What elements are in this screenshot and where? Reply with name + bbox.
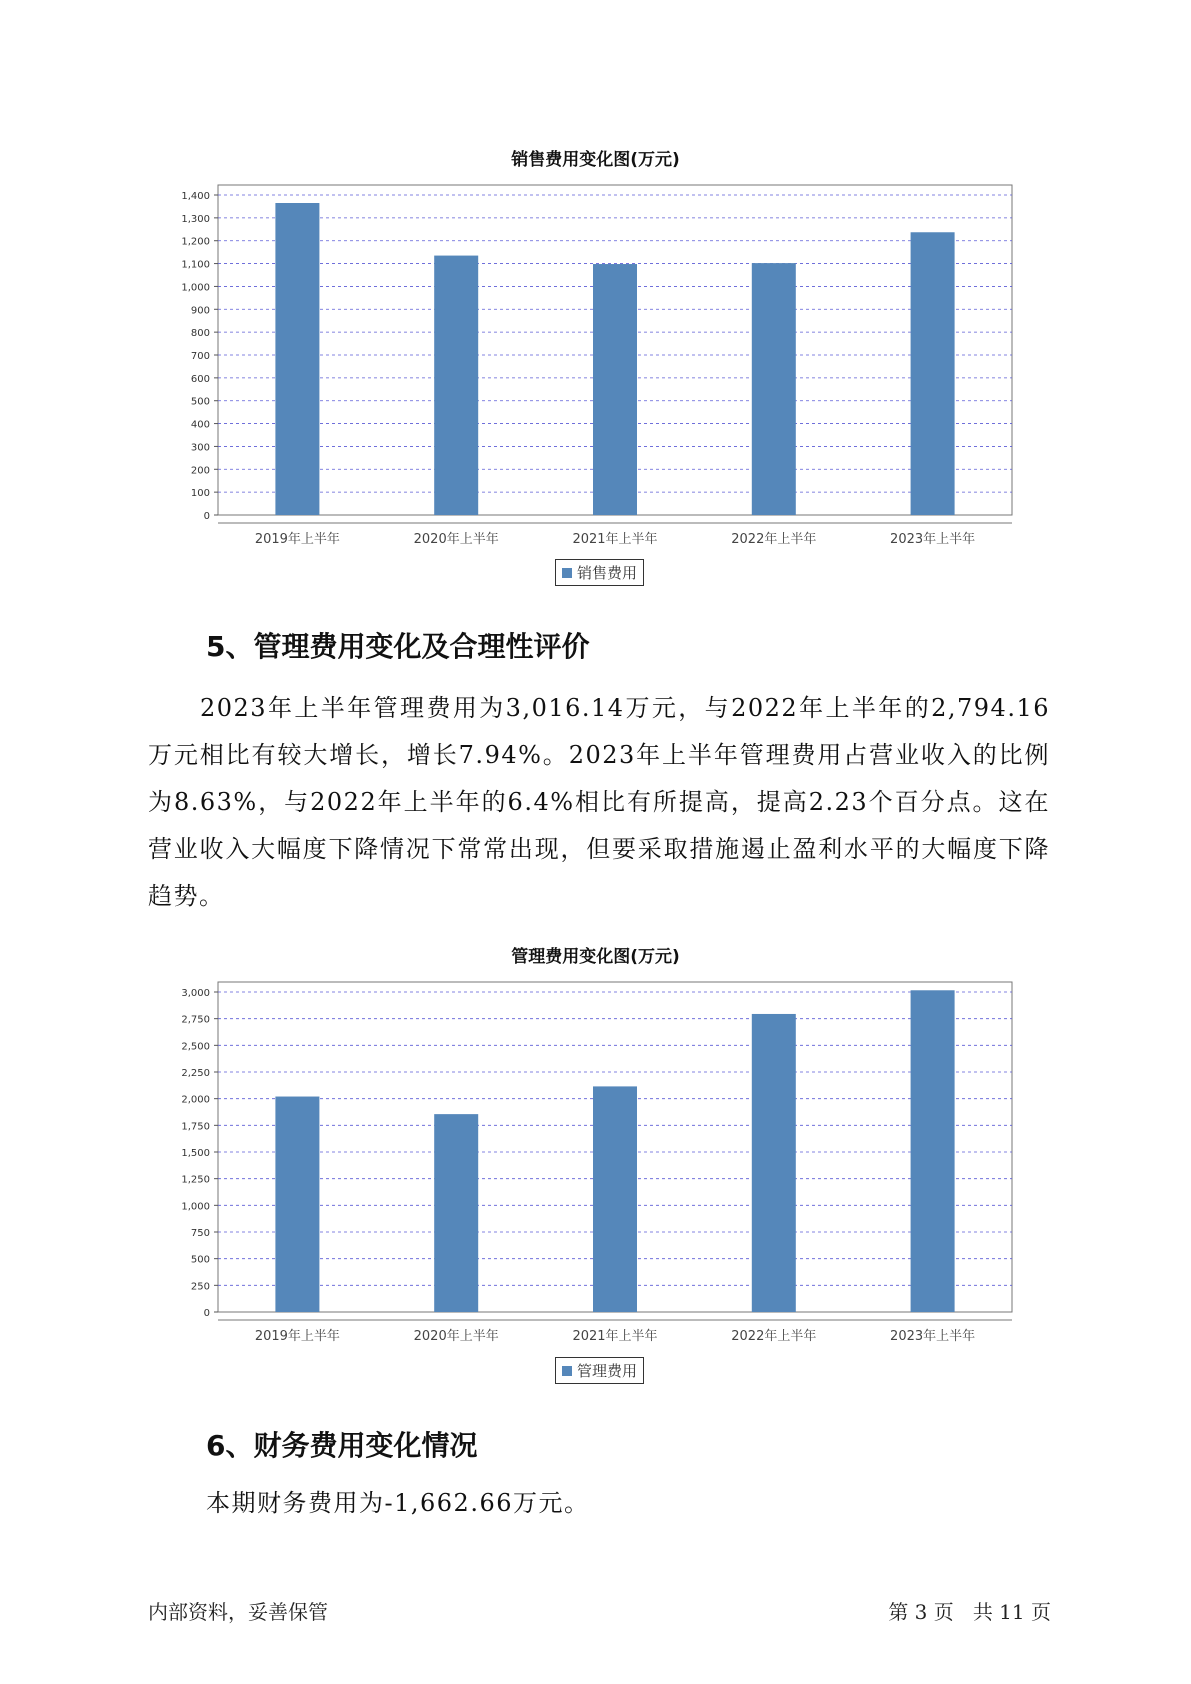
y-tick-label: 800 xyxy=(190,328,210,340)
mgmt-legend-label: 管理费用 xyxy=(577,1362,638,1380)
footer-page-number: 第 3 页 共 11 页 xyxy=(888,1600,1051,1624)
y-tick-label: 100 xyxy=(190,488,210,500)
y-tick-label: 1,100 xyxy=(181,259,210,271)
y-tick-label: 1,400 xyxy=(181,191,210,202)
y-tick-label: 900 xyxy=(190,305,210,317)
y-tick-label: 1,300 xyxy=(181,213,210,225)
x-tick-label: 2021年上半年 xyxy=(572,532,658,545)
y-tick-label: 750 xyxy=(190,1228,210,1239)
bar-4 xyxy=(752,1014,796,1312)
section-5-paragraph: 2023年上半年管理费用为3,016.14万元，与2022年上半年的2,794.16万元相比有较大增长，增长7.94%。2023年上半年管理费用占营业收入的比例为8.63%，与2022年上半年的6.4%相比有所提高，提高2.23个百分点。这在营业收入大幅度下降情况下常常出现，但要采取措施遏止盈利水平的大幅度下降趋势。 xyxy=(148,694,1050,910)
x-tick-label: 2023年上半年 xyxy=(890,532,976,545)
y-tick-label: 250 xyxy=(190,1281,210,1293)
bar-5 xyxy=(911,232,955,515)
section-6-paragraph: 本期财务费用为-1,662.66万元。 xyxy=(206,1489,590,1517)
x-tick-label: 2021年上半年 xyxy=(572,1329,658,1342)
mgmt-chart-title: 管理费用变化图(万元) xyxy=(511,947,680,967)
x-tick-label: 2019年上半年 xyxy=(254,532,340,545)
sales-chart-title: 销售费用变化图(万元) xyxy=(511,150,680,170)
legend-swatch-icon xyxy=(562,1366,572,1376)
y-tick-label: 600 xyxy=(190,373,210,385)
sales-chart-legend xyxy=(555,559,644,586)
y-tick-label: 0 xyxy=(203,511,210,522)
x-tick-label: 2023年上半年 xyxy=(890,1329,976,1342)
x-tick-label: 2020年上半年 xyxy=(413,1329,499,1342)
bar-1 xyxy=(275,203,319,515)
bar-1 xyxy=(275,1097,319,1312)
sales-legend-label: 销售费用 xyxy=(577,564,638,582)
y-tick-label: 1,750 xyxy=(181,1121,210,1133)
x-tick-label: 2022年上半年 xyxy=(731,1329,817,1342)
y-tick-label: 500 xyxy=(190,1254,210,1266)
footer-confidential-note: 内部资料，妥善保管 xyxy=(148,1600,328,1624)
management-expense-chart xyxy=(0,962,1191,1342)
bar-3 xyxy=(593,264,637,515)
x-tick-label: 2022年上半年 xyxy=(731,532,817,545)
y-tick-label: 1,200 xyxy=(181,236,210,248)
x-tick-label: 2019年上半年 xyxy=(254,1329,340,1342)
sales-expense-chart xyxy=(0,165,1191,545)
y-tick-label: 1,000 xyxy=(181,1201,210,1213)
legend-swatch-icon xyxy=(562,568,572,578)
y-tick-label: 500 xyxy=(190,396,210,408)
bar-3 xyxy=(593,1086,637,1312)
section-5-heading: 5、管理费用变化及合理性评价 xyxy=(206,630,590,663)
y-tick-label: 700 xyxy=(190,351,210,362)
y-tick-label: 400 xyxy=(190,419,210,431)
bar-5 xyxy=(911,990,955,1312)
bar-2 xyxy=(434,256,478,515)
y-tick-label: 2,750 xyxy=(181,1014,210,1026)
bar-4 xyxy=(752,263,796,515)
bar-2 xyxy=(434,1114,478,1312)
y-tick-label: 200 xyxy=(190,465,210,477)
y-tick-label: 2,250 xyxy=(181,1068,210,1079)
y-tick-label: 1,000 xyxy=(181,282,210,294)
y-tick-label: 2,500 xyxy=(181,1041,210,1053)
mgmt-chart-legend xyxy=(555,1357,644,1384)
y-tick-label: 1,250 xyxy=(181,1174,210,1186)
y-tick-label: 300 xyxy=(190,442,210,454)
y-tick-label: 1,500 xyxy=(181,1148,210,1159)
y-tick-label: 0 xyxy=(203,1308,210,1319)
y-tick-label: 2,000 xyxy=(181,1094,210,1106)
section-6-heading: 6、财务费用变化情况 xyxy=(206,1429,478,1462)
y-tick-label: 3,000 xyxy=(181,988,210,999)
x-tick-label: 2020年上半年 xyxy=(413,532,499,545)
